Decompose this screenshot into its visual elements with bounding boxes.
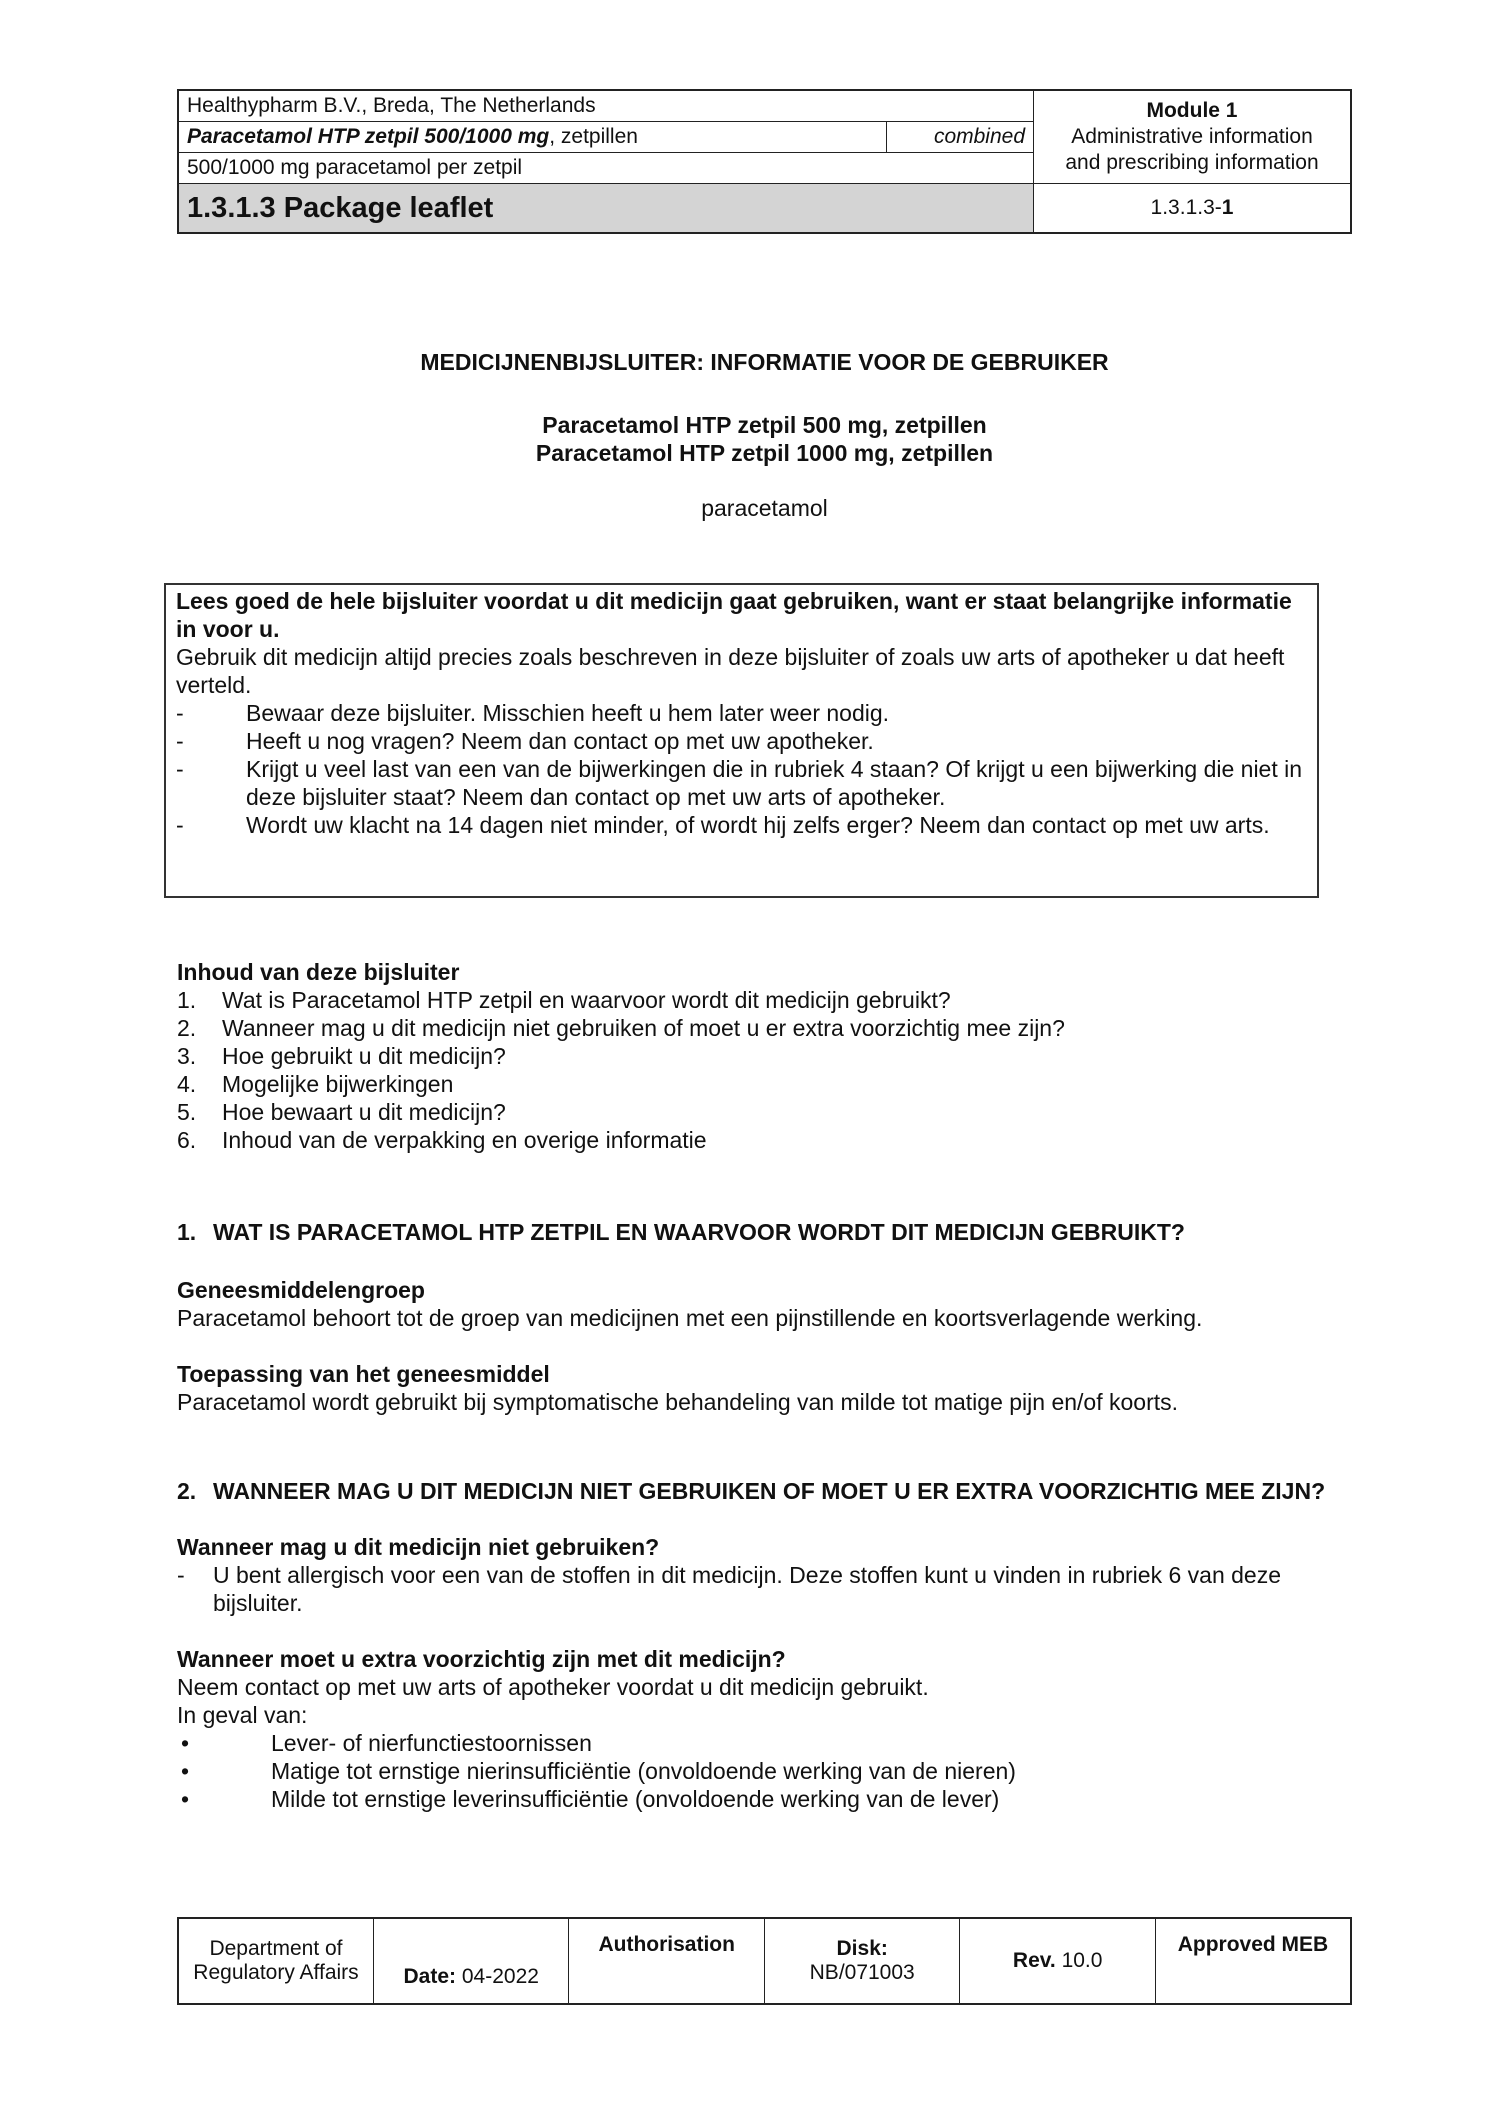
read-notice-box	[164, 583, 1319, 898]
product-title-1000: Paracetamol HTP zetpil 1000 mg, zetpillen	[535, 440, 994, 466]
contents-item: 2. Wanneer mag u dit medicijn niet gebruiken of moet u er extra voorzichtig mee zijn?	[177, 1015, 1065, 1041]
contents-list	[177, 958, 1337, 1154]
strength-info: 500/1000 mg paracetamol per zetpil	[178, 153, 1034, 184]
section-2-sub-heading: Wanneer mag u dit medicijn niet gebruiken?	[177, 1534, 660, 1560]
section-2-heading: 2. WANNEER MAG U DIT MEDICIJN NIET GEBRUIKEN OF MOET U ER EXTRA VOORZICHTIG MEE ZIJN?	[177, 1478, 1326, 1504]
notice-item: - Wordt uw klacht na 14 dagen niet minder, of wordt hij zelfs erger? Neem dan contact op met uw arts.	[176, 812, 1270, 838]
module-info	[1034, 90, 1352, 184]
section-title: 1.3.1.3 Package leaflet	[178, 184, 1034, 234]
footer-date: Date: 04-2022	[373, 1918, 568, 2004]
contents-item: 1. Wat is Paracetamol HTP zetpil en waarvoor wordt dit medicijn gebruikt?	[177, 987, 951, 1013]
notice-item: - Heeft u nog vragen? Neem dan contact op met uw apotheker.	[176, 728, 874, 754]
notice-item: - Bewaar deze bijsluiter. Misschien heeft u hem later weer nodig.	[176, 700, 890, 726]
module-title: Module 1	[1146, 99, 1238, 122]
notice-item: - Krijgt u veel last van een van de bijwerkingen die in rubriek 4 staan? Of krijgt u een bijwerking die niet in deze bijsluiter staat? Neem dan contact op met uw arts of apotheker.	[176, 756, 1303, 810]
document-footer	[177, 1917, 1352, 2005]
section-1-heading: 1. WAT IS PARACETAMOL HTP ZETPIL EN WAARVOOR WORDT DIT MEDICIJN GEBRUIKT?	[177, 1219, 1185, 1245]
section-2-sub-heading: Wanneer moet u extra voorzichtig zijn met dit medicijn?	[177, 1646, 786, 1672]
section-2-text: In geval van:	[177, 1702, 308, 1728]
product-name: Paracetamol HTP zetpil 500/1000 mg, zetpillen	[178, 122, 887, 153]
section-1-sub-heading: Toepassing van het geneesmiddel	[177, 1361, 550, 1387]
page-number: 1.3.1.3-1	[1034, 184, 1352, 234]
active-substance: paracetamol	[701, 495, 828, 521]
notice-text: Gebruik dit medicijn altijd precies zoals beschreven in deze bijsluiter of zoals uw arts of apotheker u dat heeft verteld.	[176, 644, 1285, 698]
warning-item: • Lever- of nierfunctiestoornissen	[181, 1730, 592, 1756]
contents-heading: Inhoud van deze bijsluiter	[177, 959, 460, 985]
company-name: Healthypharm B.V., Breda, The Netherlands	[178, 90, 1034, 122]
section-2-text: Neem contact op met uw arts of apotheker voordat u dit medicijn gebruikt.	[177, 1674, 929, 1700]
section-2	[177, 1477, 1337, 1813]
contents-item: 3. Hoe gebruikt u dit medicijn?	[177, 1043, 506, 1069]
section-1	[177, 1218, 1337, 1416]
module-desc-2: and prescribing information	[1065, 151, 1319, 174]
contents-item: 6. Inhoud van de verpakking en overige informatie	[177, 1127, 707, 1153]
footer-authorisation: Authorisation	[569, 1918, 764, 2004]
footer-approved: Approved MEB	[1155, 1918, 1351, 2004]
contents-item: 5. Hoe bewaart u dit medicijn?	[177, 1099, 506, 1125]
footer-department: Department of Regulatory Affairs	[178, 1918, 373, 2004]
section-1-sub-text: Paracetamol wordt gebruikt bij symptomatische behandeling van milde tot matige pijn en/of koorts.	[177, 1389, 1179, 1415]
warning-item: • Matige tot ernstige nierinsufficiëntie (onvoldoende werking van de nieren)	[181, 1758, 1016, 1784]
warning-item: • Milde tot ernstige leverinsufficiëntie (onvoldoende werking van de lever)	[181, 1786, 1000, 1812]
footer-revision: Rev. 10.0	[960, 1918, 1155, 2004]
leaflet-title: MEDICIJNENBIJSLUITER: INFORMATIE VOOR DE GEBRUIKER	[420, 349, 1109, 375]
notice-bold-text: Lees goed de hele bijsluiter voordat u dit medicijn gaat gebruiken, want er staat belangrijke informatie in voor u.	[176, 588, 1292, 642]
section-1-sub-text: Paracetamol behoort tot de groep van medicijnen met een pijnstillende en koortsverlagende werking.	[177, 1305, 1203, 1331]
section-1-sub-heading: Geneesmiddelengroep	[177, 1277, 425, 1303]
module-desc-1: Administrative information	[1071, 125, 1313, 148]
contents-item: 4. Mogelijke bijwerkingen	[177, 1071, 454, 1097]
footer-disk: Disk: NB/071003	[764, 1918, 959, 2004]
document-header	[177, 89, 1352, 234]
combined-label: combined	[887, 122, 1034, 153]
product-title-500: Paracetamol HTP zetpil 500 mg, zetpillen	[542, 412, 987, 438]
contraindication-item: - U bent allergisch voor een van de stoffen in dit medicijn. Deze stoffen kunt u vinden in rubriek 6 van deze bijsluiter.	[177, 1562, 1282, 1616]
